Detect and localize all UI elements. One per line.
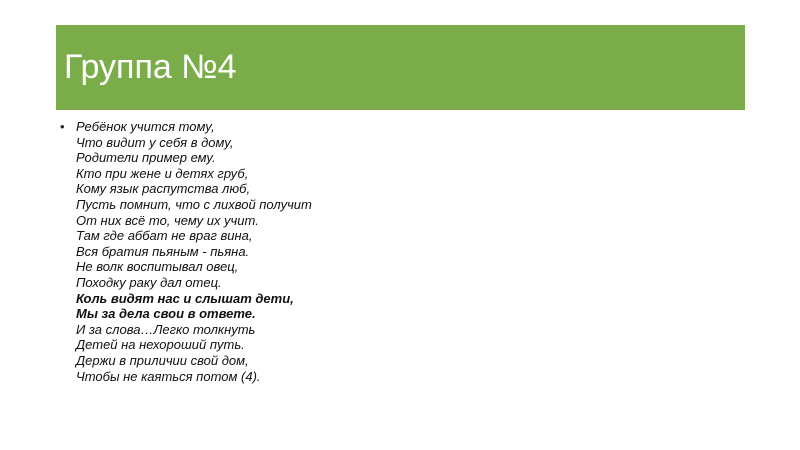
bullet-marker: •: [60, 119, 65, 134]
poem-line: Мы за дела свои в ответе.: [76, 306, 256, 322]
poem-line: Что видит у себя в дому,: [76, 134, 234, 150]
poem-line: Не волк воспитывал овец,: [76, 259, 239, 275]
poem-line: Там где аббат не враг вина,: [76, 228, 253, 244]
poem-line: Кому язык распутства люб,: [76, 181, 251, 197]
poem-line: Походку раку дал отец.: [76, 274, 222, 290]
poem-text: [76, 119, 740, 384]
title-bar: [56, 25, 745, 110]
poem-line: От них всё то, чему их учит.: [76, 212, 259, 228]
poem-line: Кто при жене и детях груб,: [76, 165, 249, 181]
slide-title: Группа №4: [64, 48, 237, 86]
slide-content: [60, 119, 740, 384]
poem-line: Родители пример ему.: [76, 150, 216, 166]
poem-line: Детей на нехороший путь.: [76, 337, 245, 353]
poem-line: Пусть помнит, что с лихвой получит: [76, 196, 312, 212]
poem-line: Чтобы не каяться потом (4).: [76, 368, 261, 384]
poem-line: Ребёнок учится тому,: [76, 119, 215, 134]
poem-line: И за слова…Легко толкнуть: [76, 321, 256, 337]
poem-line: Коль видят нас и слышат дети,: [76, 290, 294, 306]
poem-line: Вся братия пьяным - пьяна.: [76, 243, 250, 259]
poem-line: Держи в приличии свой дом,: [76, 352, 249, 368]
